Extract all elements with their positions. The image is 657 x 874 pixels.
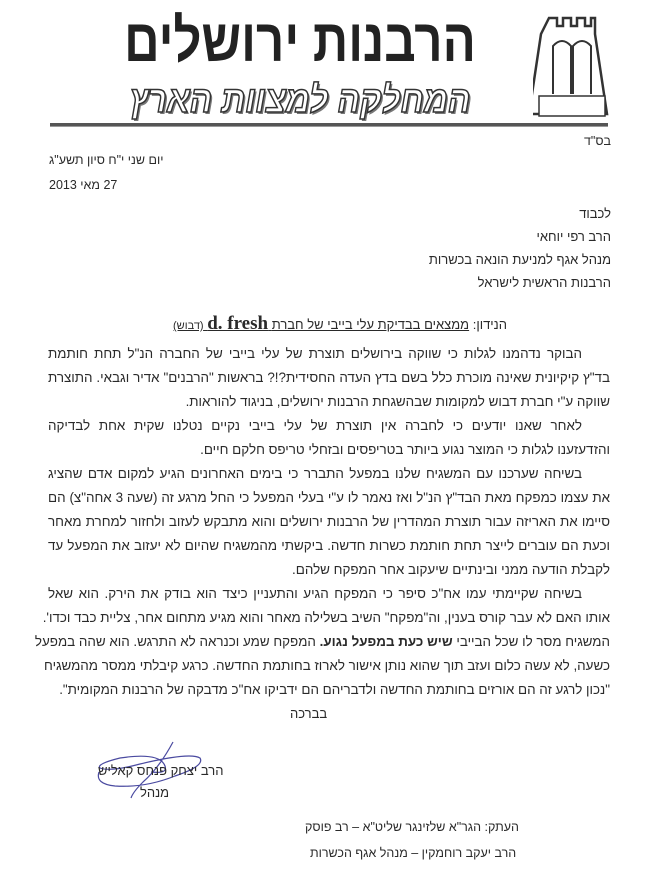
body-emphasis: שיש כעת במפעל נגוע. — [319, 634, 453, 649]
body-line: "נכון לרגע זה הם אורזים בחותמת החדשה ולדבריהם הם ידביקו אח"כ מדבקה של הרבנות המקומית". — [59, 682, 610, 697]
subject-brand: d. fresh — [207, 313, 269, 334]
body-text: המשגיח מסר לו שכל הבייבי — [456, 634, 610, 649]
body-line: בד"ץ קיקיונית שאינה מוכרת כלל בשם בדץ העדה החסידית?!? בראשות "הרבנים" אדיר וגבאי. התוצרת — [48, 370, 610, 385]
hebrew-date: יום שני י"ח סיון תשע"ג — [49, 153, 164, 167]
closing: בברכה — [290, 706, 328, 721]
body-line: והזדעזענו לגלות כי המוצר נגוע ביותר בטריפסים ובזחלי טריפס חלקם חיים. — [200, 442, 610, 457]
gregorian-date: 27 מאי 2013 — [49, 178, 118, 192]
letterhead-divider — [50, 123, 608, 127]
body-line: בשיחה שקיימתי עמו אח"כ סיפר כי המפקח הגיע והתעניין כיצד הוא בודק את הירק. הוא שאל — [48, 586, 582, 601]
body-line: כשעה, לא עשה כלום ועזב תוך שהוא נותן אישור לארוז בחותמת החדשה. כרגע קיבלתי ממסר מהמשגיח — [44, 658, 610, 673]
cc-line: העתק: הגר"א שלזינגר שליט"א – רב פוסק — [305, 820, 519, 834]
body-line: וכעת הם עוברים לייצר תחת חותמת כשרות חדשה. ביקשתי מהמשגיח שהיום לא יעזוב את המפעל עד — [48, 538, 610, 553]
cc-line: הרב יעקב רוחמקין – מנהל אגף הכשרות — [310, 846, 517, 860]
subject-note: (דבוש) — [173, 320, 204, 332]
body-line: שווקה ע"י חברת דבוש למקומות שבהשגחת הרבנות ירושלים, בניגוד להוראות. — [185, 394, 610, 409]
body-line: לקבלת הודעה ממני ובינתיים שיעקוב אחר המפקח שלהם. — [292, 562, 610, 577]
body-line: אותו האם לא עבר קורס בענין, וה"מפקח" השיב בשלילה מאחר והוא מגיע מתחום אחר, צליית כבד וכדו'. — [42, 610, 610, 625]
letterhead-subtitle: המחלקה למצוות הארץ — [129, 79, 471, 120]
subject-line — [100, 312, 580, 338]
body-text: המפקח שמע וכנראה לא התרגש. הוא שהה במפעל — [34, 634, 316, 649]
recipient-line: מנהל אגף למניעת הונאה בכשרות — [428, 252, 611, 267]
signer-title: מנהל — [140, 785, 170, 800]
body-line: בשיחה שערכנו עם המשגיח שלנו במפעל התברר כי בימים האחרונים הגיע למקום אדם שהציג — [48, 466, 582, 481]
body-line: הבוקר נדהמנו לגלות כי שווקה בירושלים תוצרת של עלי בייבי של החברה הנ"ל תחת חותמת — [48, 346, 582, 361]
bsd-mark: בס"ד — [583, 134, 611, 148]
subject-main: ממצאים בבדיקת עלי בייבי של חברת — [271, 317, 470, 332]
body-line: לאחר שאנו יודעים כי לחברה אין תוצרת של עלי בייבי נקיים נטלנו שקית אחת לבדיקה — [48, 418, 582, 433]
letterhead-title: הרבנות ירושלים — [124, 7, 476, 74]
recipient-line: הרבנות הראשית לישראל — [477, 275, 611, 290]
recipient-line: הרב רפי יוחאי — [536, 229, 611, 244]
recipient-line: לכבוד — [579, 206, 611, 221]
body-line — [34, 633, 610, 651]
subject-label: הנידון: — [472, 317, 507, 332]
body-line: את עצמו כמפקח מאת הבד"ץ הנ"ל ואז נאמר לו ע"י בעלי המפעל כי החל מרגע זה (שעה 3 אחה"צ) הם — [48, 490, 611, 505]
subject-text — [173, 313, 470, 334]
body-line: סיימו את האריזה עבור תוצרת המהדרין של הרבנות ירושלים והוא מתבקש לעזוב ולחזור למחרת מאחר — [48, 514, 610, 529]
signer-name: הרב יצחק פנחס קאליש — [98, 763, 224, 778]
tower-logo-icon — [533, 16, 611, 120]
